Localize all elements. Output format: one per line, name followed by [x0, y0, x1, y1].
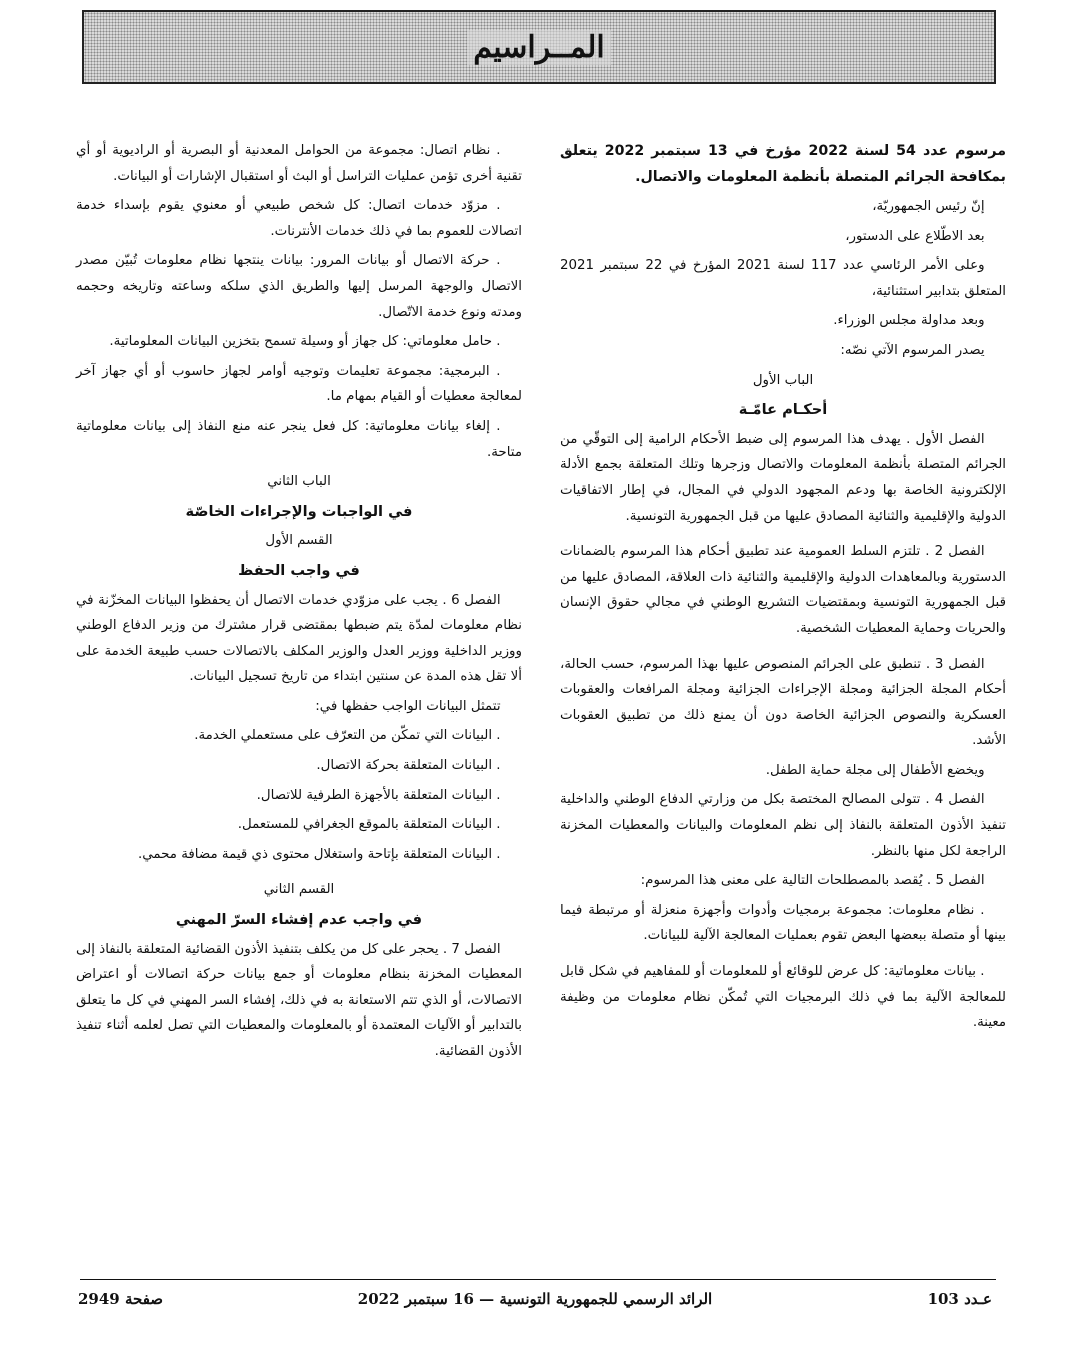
article-1: الفصل الأول . يهدف هذا المرسوم إلى ضبط الأحكام الرامية إلى التوقّي من الجرائم المتصلة بأنظمة المعلومات والاتصال وزجرها وتلك المتعلقة بجمع الأدلة الإلكترونية الخاصة بها ودعم المجهود الدولي في المجال، في إطار الاتفاقيات الدولية والإقليمية والثنائية المصادق عليها من قبل الجمهورية التونسية. — [560, 431, 1006, 524]
right-column — [560, 138, 1006, 1040]
definition-item: . حركة الاتصال أو بيانات المرور: بيانات ينتجها نظام معلومات تُبيّن مصدر الاتصال والوجهة المرسل إليها والطريق الذي سلكه وساعته وتاريخه وحجمه ومدته ونوع خدمة الاتّصال. — [76, 253, 522, 320]
list-item: . البيانات المتعلقة بإتاحة واستغلال محتوى ذي قيمة مضافة محمي. — [138, 846, 501, 862]
paragraph: وعلى الأمر الرئاسي عدد 117 لسنة 2021 المؤرخ في 22 سبتمبر 2021 المتعلق بتدابير استثنائية، — [560, 258, 1006, 299]
section-label: القسم الأول — [265, 533, 333, 549]
chapter-label: الباب الأول — [752, 372, 814, 388]
paragraph: يصدر المرسوم الآتي نصّه: — [840, 342, 985, 358]
definition-item: . نظام اتصال: مجموعة من الحوامل المعدنية أو البصرية أو الراديوية أو أي تقنية أخرى تؤمن عمليات التراسل أو البث أو استقبال الإشارات أو البيانات. — [76, 143, 522, 184]
chapter-title: أحكـام عامّـة — [738, 401, 828, 419]
section-label: القسم الثاني — [263, 882, 335, 898]
left-column — [76, 138, 522, 1069]
header-banner — [82, 10, 996, 84]
article-4: الفصل 4 . تتولى المصالح المختصة بكل من وزارتي الدفاع الوطني والداخلية تنفيذ الأذون المتعلقة بالنفاذ إلى نظم المعلومات والبيانات والمعطيات المخزنة الراجعة لكل منها بالنظر. — [560, 792, 1006, 859]
footer-divider — [80, 1279, 996, 1280]
definition-item: . حامل معلوماتي: كل جهاز أو وسيلة تسمح بتخزين البيانات المعلوماتية. — [109, 334, 501, 350]
list-item: . البيانات المتعلقة بالأجهزة الطرفية للاتصال. — [256, 787, 501, 803]
paragraph: إنّ رئيس الجمهوريّة، — [872, 199, 985, 214]
paragraph: ويخضع الأطفال إلى مجلة حماية الطفل. — [765, 762, 985, 778]
article-7: الفصل 7 . يحجر على كل من يكلف بتنفيذ الأذون القضائية المتعلقة بالنفاذ إلى المعطيات المخزنة بنظام معلومات أو جمع بيانات حركة اتصالات أو اعتراض الاتصالات، أو الذي تتم الاستعانة به في ذلك، إفشاء السر المهني في كل ما يتعلق بالتدابير أو الآليات المعتمدة أو بالمعلومات والمعطيات التي تصل لعلمه أثناء تنفيذ الأذون القضائية. — [76, 941, 522, 1059]
definition-item: . إلغاء بيانات معلوماتية: كل فعل ينجر عنه منع النفاذ إلى بيانات معلوماتية متاحة. — [76, 418, 522, 460]
definition-item: . مزوّد خدمات اتصال: كل شخص طبيعي أو معنوي يقوم بإسداء خدمة اتصالات للعموم بما في ذلك خدمات الأنترنات. — [76, 198, 522, 239]
article-5: الفصل 5 . يُقصد بالمصطلحات التالية على معنى هذا المرسوم: — [640, 873, 985, 889]
decree-title: مرسوم عدد 54 لسنة 2022 مؤرخ في 13 سبتمبر 2022 يتعلق بمكافحة الجرائم المتصلة بأنظمة المعلومات والاتصال. — [560, 143, 1006, 185]
definition-item: . نظام معلومات: مجموعة برمجيات وأدوات وأجهزة منعزلة أو مرتبطة فيما بينها أو متصلة ببعضها البعض تقوم بعمليات المعالجة الآلية للبيانات. — [560, 902, 1006, 944]
definition-item: . البرمجية: مجموعة تعليمات وتوجيه أوامر لجهاز حاسوب أو أي جهاز آخر لمعالجة معطيات أو القيام بمهام ما. — [76, 363, 522, 405]
chapter-label: الباب الثاني — [267, 474, 331, 490]
issue-number: عـدد 103 — [927, 1290, 992, 1308]
list-item: . البيانات التي تمكّن من التعرّف على مستعملي الخدمة. — [194, 728, 501, 744]
paragraph: وبعد مداولة مجلس الوزراء. — [833, 313, 985, 329]
section-title: في واجب الحفظ — [238, 561, 360, 579]
list-item: . البيانات المتعلقة بالموقع الجغرافي للمستعمل. — [237, 817, 501, 833]
section-title: المــراسيم — [467, 30, 610, 65]
article-3: الفصل 3 . تنطبق على الجرائم المنصوص عليها بهذا المرسوم، حسب الحالة، أحكام المجلة الجزائية ومجلة الإجراءات الجزائية ومجلة المرافعات والعقوبات العسكرية والنصوص الجزائية الخاصة دون أن يمنع ذلك من تطبيق العقوبات الأشد. — [560, 656, 1006, 749]
section-title: في واجب عدم إفشاء السرّ المهني — [175, 911, 423, 929]
page-number: صفحة 2949 — [78, 1290, 164, 1308]
paragraph: بعد الاطّلاع على الدستور، — [845, 228, 985, 244]
article-2: الفصل 2 . تلتزم السلط العمومية عند تطبيق أحكام هذا المرسوم بالضمانات الدستورية وبالمعاهدات الدولية والإقليمية والثنائية ذات العلاقة، المصادق عليها من قبل الجمهورية التونسية وبمقتضيات التشريع الوطني في مجالي حقوق الإنسان والحريات وحماية المعطيات الشخصية. — [560, 544, 1006, 636]
paragraph: تتمثل البيانات الواجب حفظها في: — [315, 698, 501, 714]
list-item: . البيانات المتعلقة بحركة الاتصال. — [316, 758, 501, 774]
definition-item: . بيانات معلوماتية: كل عرض للوقائع أو للمعلومات أو للمفاهيم في شكل قابل للمعالجة الآلية بما في ذلك البرمجيات التي تُمكّن نظام معلومات من وظيفة معينة. — [560, 964, 1006, 1031]
chapter-title: في الواجبات والإجراءات الخاصّة — [185, 502, 413, 520]
article-6: الفصل 6 . يجب على مزوّدي خدمات الاتصال أن يحفظوا البيانات المخزّنة في نظام معلومات لمدّة يتم ضبطها بمقتضى قرار مشترك من وزير الدفاع الوطني ووزير الداخلية ووزير العدل والوزير المكلف بالاتصالات حسب طبيعة الخدمة على ألا تقل هذه المدة عن سنتين ابتداء من تاريخ تسجيل البيانات. — [76, 592, 522, 685]
journal-name: الرائد الرسمي للجمهورية التونسية — 16 سبتمبر 2022 — [357, 1290, 713, 1308]
